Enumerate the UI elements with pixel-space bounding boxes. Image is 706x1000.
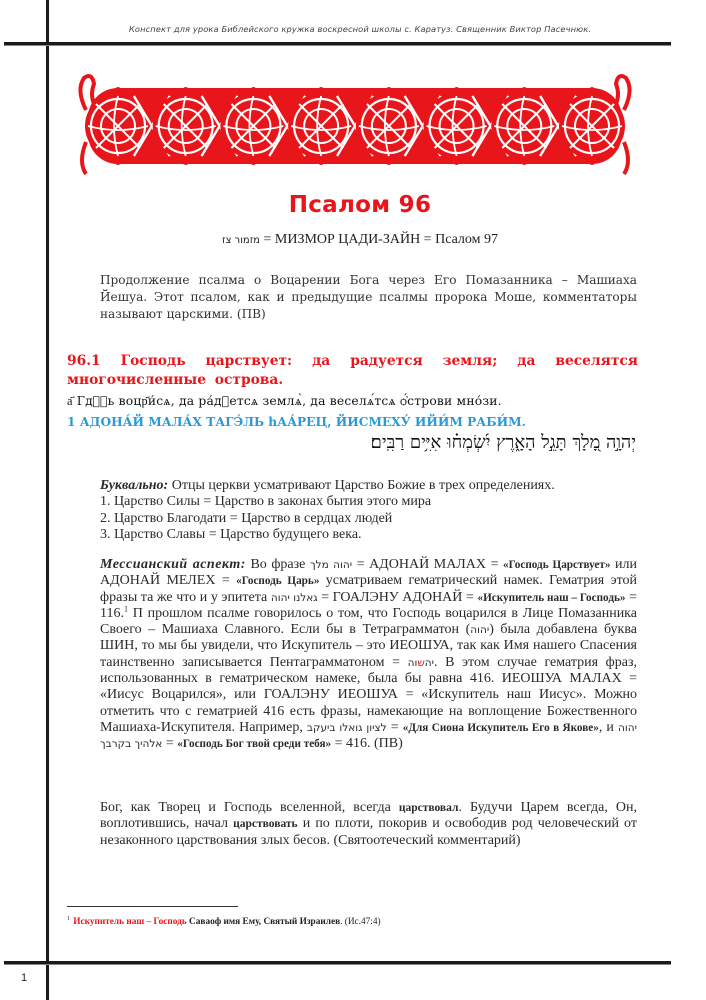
text-run: = [386, 719, 403, 735]
ornament-knob [521, 87, 527, 93]
hebrew-phrase: יהוה אלהיך בקרבך [100, 721, 637, 751]
hebrew-transliteration: 1 АДОНА́Й МАЛА́Х ТАГЭ́ЛЬ hАА́РЕЦ, ЙИСМЕХУ́ ИЙИ́М РАБИ́М. [67, 415, 526, 429]
hebrew-phrase: לציון גואלו ביעקב [306, 721, 387, 734]
ornament-knob [454, 87, 460, 93]
bold-word: царствовать [233, 818, 298, 831]
footnote-reference-text: . (Ис.47:4) [340, 917, 381, 928]
ornament-terminal [624, 142, 628, 174]
literal-item: 2. Царство Благодати = Царство в сердцах людей [100, 510, 393, 526]
ornament-terminal [82, 142, 86, 174]
text-run: = [162, 736, 178, 752]
footnote-separator [67, 906, 238, 907]
text-run: ) была добавлена буква ШИН, то мы бы увидели, что Искупитель – это ИЕОШУА, так как Имя нашего Спасения таинственно записывается Пентаграмматоном = [100, 622, 638, 670]
page-number: 1 [21, 972, 28, 984]
hebrew-letters: וה [407, 656, 418, 669]
ornament-knob [115, 159, 121, 165]
ornament-knob [250, 87, 256, 93]
footer-rule [4, 961, 671, 965]
ornament-knob [454, 159, 460, 165]
text-run: . Будучи Царем всегда, Он, воплотившись, начал [100, 800, 637, 832]
literal-item: 3. Царство Славы = Царство будущего века. [100, 526, 362, 542]
subtitle-psalm: Псалом 97 [435, 232, 499, 247]
ornament-knob [386, 159, 392, 165]
ornament-knob [183, 87, 189, 93]
patristic-commentary [100, 800, 637, 849]
running-header: Конспект для урока Библейского кружка воскресной школы с. Каратуз. Священник Виктор Пасечнюк. [128, 24, 592, 34]
text-run: усматриваем гематрический намек. Гематрия этой фразы та же что и у эпитета [100, 573, 638, 605]
subtitle-equation: = МИЗМОР ЦАДИ-ЗАЙН = [259, 232, 436, 247]
bold-phrase: «Господь Царствует» [503, 559, 611, 571]
ornament-knob [521, 159, 527, 165]
page-title: Псалом 96 [288, 192, 432, 218]
ornament-knob [386, 87, 392, 93]
hebrew-phrase: יהוה [470, 624, 490, 637]
ornament-knob [318, 159, 324, 165]
literal-lead: Буквально: [100, 478, 169, 493]
bold-phrase: «Для Сиона Искупитель Его в Якове» [402, 721, 599, 734]
footnote-number: 1 [67, 915, 71, 922]
literal-section [100, 478, 637, 543]
shin-letter: ש [417, 656, 425, 669]
bold-word: царствовал [398, 802, 459, 814]
ornament-knob [589, 87, 595, 93]
messianic-section [100, 557, 637, 753]
text-run: или АДОНАЙ МЕЛЕХ = [100, 557, 637, 589]
ornament-knob [589, 159, 595, 165]
footnote [67, 915, 627, 927]
bold-phrase: «Искупитель наш – Господь» [477, 591, 626, 604]
hebrew-psalm-number: מזמור צז [221, 235, 260, 246]
text-run: = АДОНАЙ МАЛАХ = [352, 557, 504, 572]
text-run: П прошлом псалме говорилось о том, что Господь воцарился в Лице Помазанника Своего – Машиаха Славного. Если бы в Тетраграмматон ( [100, 605, 637, 638]
church-slavonic-verse: а҃ Гдⷭ҇ь воцр҃и́сѧ, да ра́дꙋетсѧ землѧ̀, да веселѧ́тсѧ ѻ҆́строви мно́зи. [67, 394, 502, 408]
ornament-knob [318, 87, 324, 93]
footnote-bold: Саваоф имя Ему, Святый Израилев [186, 917, 341, 928]
intro-paragraph: Продолжение псалма о Воцарении Бога через Его Помазанника – Машиаха Йешуа. Этот псалом, как и предыдущие псалмы пророка Моше, комментаторы называют царскими. (ПВ) [100, 273, 637, 321]
left-margin-rule [46, 0, 49, 1000]
header-rule [4, 42, 671, 46]
hebrew-phrase: יהוה מלך [309, 559, 353, 571]
ornament-knob [183, 159, 189, 165]
text-run: = 116. [100, 589, 637, 621]
text-run: = ГОАЛЭНУ АДОНАЙ = [317, 589, 478, 605]
literal-text: Отцы церкви усматривают Царство Божие в трех определениях. [168, 478, 555, 493]
literal-intro [100, 478, 637, 494]
messianic-lead: Мессианский аспект: [100, 557, 246, 572]
footnote-reference[interactable]: 1 [123, 604, 128, 614]
footnote-highlight: Искупитель наш – Господь [73, 917, 187, 928]
pentagrammaton [408, 657, 434, 669]
literal-item: 1. Царство Силы = Царство в законах бытия этого мира [100, 494, 432, 510]
text-run: Бог, как Творец и Господь вселенной, всегда [100, 800, 399, 815]
celtic-knot-ornament [72, 70, 638, 182]
text-run: . В этом случае гематрия фраз, использованных в гематрическом намеке, была бы равна 416. ИЕОШУА МАЛАХ = «Иисус Воцарился», или ГОАЛЭНУ ИЕОШУА = «Искупитель наш Иисус». Можно отметить что с гематрией 416 есть фразы, намекающие на воплощение Божественного Машиаха-Искупителя. Например, [100, 654, 637, 735]
hebrew-phrase: גאלנו יהוה [270, 591, 318, 604]
ornament-knob [250, 159, 256, 165]
text-run: и по плоти, покорив и освободив род человеческий от незаконного царствования злых бесов. (Святоотеческий комментарий) [100, 816, 637, 848]
text-run: Во фразе [245, 557, 310, 572]
hebrew-letters: יה [424, 656, 434, 669]
hebrew-verse: יְהוָ֣ה מָ֭לָךְ תָּגֵ֣ל הָאָ֑רֶץ יִ֝שְׂמְח֗וּ אִיִּ֥ים רַבִּֽים׃ [370, 432, 636, 453]
bold-phrase: «Господь Царь» [236, 575, 320, 588]
bold-phrase: «Господь Бог твой среди тебя» [177, 738, 332, 751]
verse-heading: 96.1 Господь царствует: да радуется земля; да веселятся многочисленные острова. [67, 353, 638, 388]
psalm-subtitle [0, 232, 706, 248]
text-run: , и [598, 719, 619, 735]
ornament-knob [115, 87, 121, 93]
text-run: = 416. (ПВ) [331, 736, 403, 752]
